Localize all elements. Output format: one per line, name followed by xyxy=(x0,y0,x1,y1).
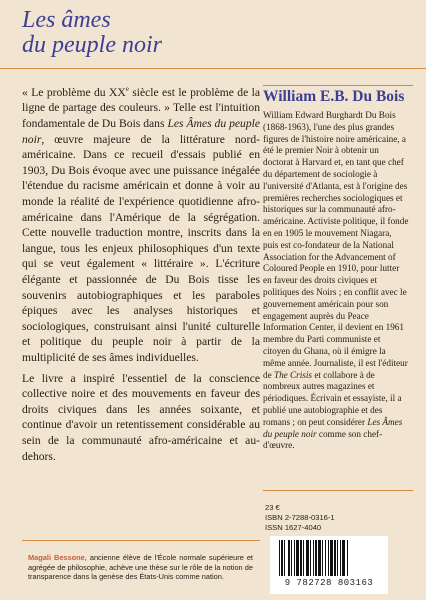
barcode-bar xyxy=(310,540,311,576)
barcode-bar xyxy=(291,540,292,576)
translator-bio: Magali Bessone, ancienne élève de l'École normale supérieure et agrégée de philosophie, achève une thèse sur le rôle de la notion de transparence dans la genèse des États-Unis comme nation. xyxy=(28,553,253,582)
paragraph-2: Le livre a inspiré l'essentiel de la conscience collective noire et des mouvements en faveur des droits civiques dans les années soixante, et continue d'avoir un retentissement considérable au sein de la communauté afro-américaine et au-dehors. xyxy=(22,371,260,463)
barcode-bar xyxy=(279,540,280,576)
barcode-bar xyxy=(284,540,285,576)
barcode-bar xyxy=(330,540,333,576)
barcode-bar xyxy=(288,540,290,576)
book-title xyxy=(22,8,162,58)
paragraph-1: « Le problème du XXe siècle est le problème de la ligne de partage des couleurs. » Telle est l'intuition fondamentale de Du Bois dans Les Âmes du peuple noir, œuvre majeure de la littérature nord-américaine. Dans ce recueil d'essais publié en 1903, Du Bois évoque avec une puissance inégalée l'étendue du racisme américain et donne à voir au monde la réalité de l'expérience quotidienne afro-américaine dans l'Amérique de la ségrégation. Cette nouvelle traduction montre, inscrits dans la langue, tous les enjeux philosophiques d'un texte qui se veut également « littéraire ». L'écriture élégante et passionnée de Du Bois tisse les souvenirs autobiographiques et les paraboles épiques avec les analyses historiques et sociologiques, construisant ainsi l'unité culturelle et politique du peuple noir à partir de la multiplicité de ses âmes individuelles. xyxy=(22,85,260,364)
barcode-bar xyxy=(303,540,304,576)
barcode-bar xyxy=(300,540,302,576)
barcode-bar xyxy=(342,540,345,576)
issn: ISSN 1627-4040 xyxy=(265,523,322,533)
barcode-bar xyxy=(315,540,317,576)
author-rule-bottom xyxy=(263,490,413,491)
author-bio: William Edward Burghardt Du Bois (1868-1963), l'une des plus grandes figures de l'histoire noire américaine, a été le premier Noir à obtenir un doctorat à Harvard et, en tant que chef du département de sociologie à l'université d'Atlanta, est à l'origine des premières recherches sociologiques et historiques sur la communauté afro-américaine. Activiste politique, il fonde en en 1905 le mouvement Niagara, puis est co-fondateur de la National Association for the Advancement of Coloured People en 1910, pour lutter en faveur des droits civiques et politiques des Noirs ; en conflit avec le gouvernement américain pour son engagement auprès du Peace Information Center, il devient en 1961 membre du Parti communiste et citoyen du Ghana, où il émigre la même année. Journaliste, il est l'éditeur de The Crisis et collabore à de nombreux autres magazines et périodiques. Écrivain et essayiste, il a publié une autobiographie et des romans ; on peut considérer Les Âmes du peuple noir comme son chef-d'œuvre. xyxy=(263,110,409,451)
barcode-bar xyxy=(306,540,309,576)
barcode-bar xyxy=(322,540,323,576)
barcode-bar xyxy=(334,540,336,576)
book-meta xyxy=(265,503,415,534)
barcode-bar xyxy=(313,540,314,576)
author-rule xyxy=(263,85,413,86)
barcode-bar xyxy=(337,540,338,576)
barcode-bar xyxy=(318,540,321,576)
barcode-bars xyxy=(277,540,381,578)
barcode-bar xyxy=(281,540,283,576)
barcode-bar xyxy=(328,540,329,576)
barcode-number: 9 782728 803163 xyxy=(284,578,374,588)
barcode-bar xyxy=(340,540,341,576)
back-cover-text xyxy=(22,82,260,464)
top-rule xyxy=(0,68,426,69)
barcode-bar xyxy=(347,540,348,576)
book-title-line2: du peuple noir xyxy=(22,32,162,58)
barcode xyxy=(270,536,388,594)
barcode-bar xyxy=(294,540,295,576)
barcode-bar xyxy=(296,540,299,576)
isbn: ISBN 2-7288-0316-1 xyxy=(265,513,335,523)
price: 23 € xyxy=(265,503,280,512)
author-name: William E.B. Du Bois xyxy=(263,88,405,105)
book-title-line1: Les âmes xyxy=(22,7,111,33)
bottom-rule xyxy=(22,540,260,541)
barcode-bar xyxy=(325,540,326,576)
